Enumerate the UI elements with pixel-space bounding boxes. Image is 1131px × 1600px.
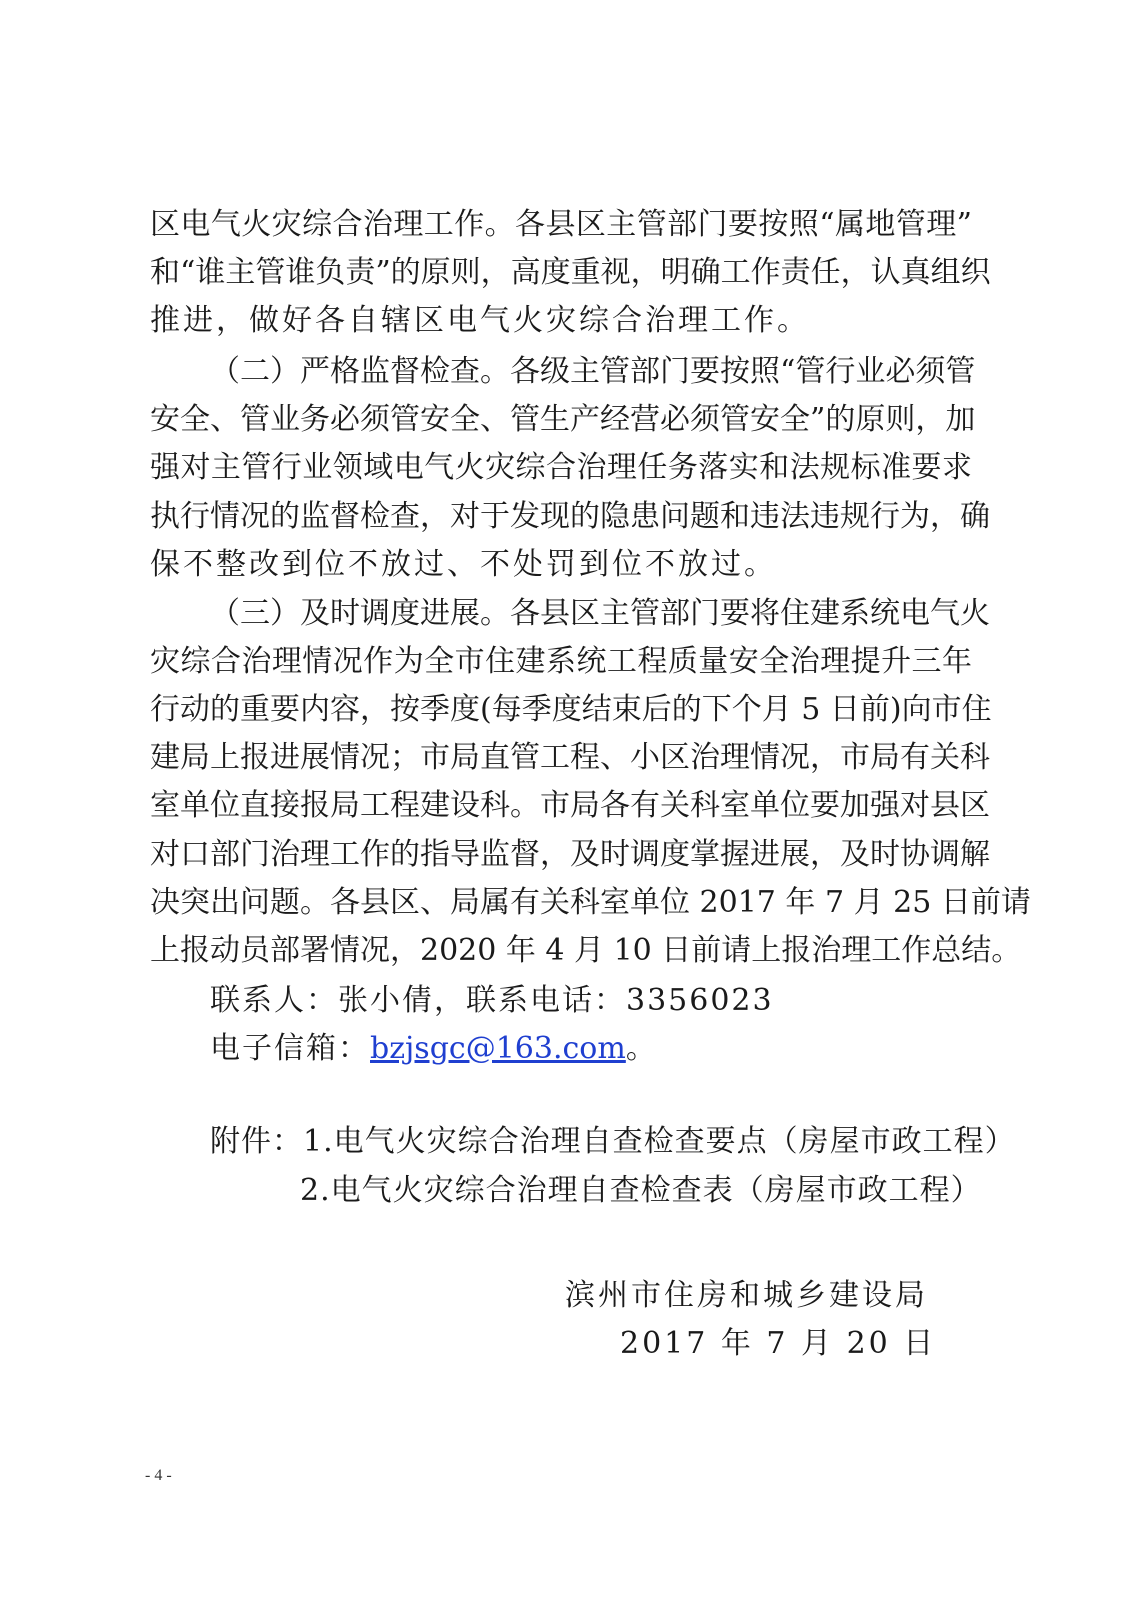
body-line: 室单位直接报局工程建设科。市局各有关科室单位要加强对县区 [150,788,990,823]
signature-date: 2017 年 7 月 20 日 [620,1326,937,1361]
page-number: - 4 - [145,1467,172,1484]
email-link[interactable]: bzjsgc@163.com [370,1031,626,1066]
body-line: 和“谁主管谁负责”的原则，高度重视，明确工作责任，认真组织 [150,255,991,290]
body-line: 灾综合治理情况作为全市住建系统工程质量安全治理提升三年 [150,644,972,679]
signature-organization: 滨州市住房和城乡建设局 [565,1278,928,1313]
attachment-line-1: 附件：1.电气火灾综合治理自查检查要点（房屋市政工程） [210,1124,1016,1159]
body-line: 对口部门治理工作的指导监督，及时调度掌握进展，及时协调解 [150,837,990,872]
body-line: 建局上报进展情况；市局直管工程、小区治理情况，市局有关科 [150,740,990,775]
contact-line: 联系人：张小倩，联系电话：3356023 [210,983,774,1018]
attachment-line-2: 2.电气火灾综合治理自查检查表（房屋市政工程） [300,1173,982,1208]
body-line: 区电气火灾综合治理工作。各县区主管部门要按照“属地管理” [150,207,972,242]
email-line [210,1029,658,1069]
body-line: 推进，做好各自辖区电气火灾综合治理工作。 [150,303,810,338]
body-line: （二）严格监督检查。各级主管部门要按照“管行业必须管 [210,354,976,389]
body-line: 决突出问题。各县区、局属有关科室单位 2017 年 7 月 25 日前请 [150,885,1031,920]
email-label: 电子信箱： [210,1031,370,1066]
body-line: 执行情况的监督检查，对于发现的隐患问题和违法违规行为，确 [150,499,990,534]
email-suffix: 。 [625,1031,658,1066]
body-line: 保不整改到位不放过、不处罚到位不放过。 [150,547,777,582]
body-line: 安全、管业务必须管安全、管生产经营必须管安全”的原则，加 [150,402,976,437]
body-line: 行动的重要内容，按季度(每季度结束后的下个月 5 日前)向市住 [150,692,992,727]
body-line: （三）及时调度进展。各县区主管部门要将住建系统电气火 [210,596,990,631]
body-line: 强对主管行业领域电气火灾综合治理任务落实和法规标准要求 [150,450,972,485]
body-line: 上报动员部署情况，2020 年 4 月 10 日前请上报治理工作总结。 [150,933,1022,968]
